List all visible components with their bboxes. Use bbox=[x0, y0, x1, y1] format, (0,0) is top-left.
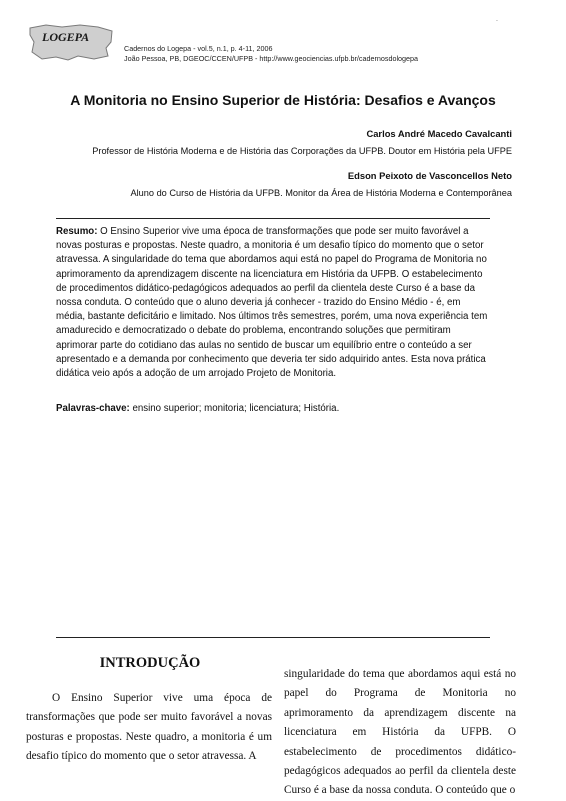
section-heading: INTRODUÇÃO bbox=[99, 655, 201, 671]
author-name: Edson Peixoto de Vasconcellos Neto bbox=[347, 170, 512, 181]
divider-bottom bbox=[56, 637, 490, 638]
journal-address-url: João Pessoa, PB, DGEOC/CCEN/UFPB - http://www.geociencias.ufpb.br/cadernosdologepa bbox=[124, 54, 419, 63]
corner-mark: . bbox=[496, 16, 498, 23]
body-column-right: singularidade do tema que abordamos aqui está no papel do Programa de Monitoria no aprimoramento da aprendizagem discente na licenciatura em História da UFPB. O estabelecimento de procedimentos didático-pedagógicos adequados ao perfil da clientela deste Curso é a base da nossa conduta. O conteúdo que o bbox=[284, 668, 516, 797]
abstract-label: Resumo: bbox=[56, 226, 98, 237]
abstract bbox=[56, 225, 492, 381]
author-affiliation: Professor de História Moderna e de História das Corporações da UFPB. Doutor em História pela UFPE bbox=[92, 146, 512, 156]
keywords-text: ensino superior; monitoria; licenciatura; História. bbox=[132, 403, 340, 414]
logo-text: LOGEPA bbox=[42, 30, 90, 44]
author-affiliation: Aluno do Curso de História da UFPB. Monitor da Área de História Moderna e Contemporânea bbox=[130, 188, 512, 198]
abstract-text: O Ensino Superior vive uma época de transformações que pode ser muito favorável a novas posturas e propostas. Neste quadro, a monitoria é um desafio típico do momento que o setor atravessa. A singularidade do tema que abordamos aqui está no papel do Programa de Monitoria no aprimoramento da aprendizagem discente na licenciatura em História da UFPB. O estabelecimento de procedimentos didático-pedagógicos adequados ao perfil da clientela deste Curso é a base da nossa conduta. O conteúdo que o aluno deveria já conhecer - trazido do Ensino Médio - é, em média, bastante deficitário e limitado. Nos últimos três semestres, porém, uma nova experiência tem amadurecido e democratizado o debate do problema, encontrando soluções que permitiram aprimorar parte do cotidiano das aulas no sentido de buscar um equilíbrio entre o conteúdo a ser apresentado e a demanda por conhecimento que deveria ter sido adquirido antes. Esta nova prática didática veio após a adoção de um arrojado Projeto de Monitoria. bbox=[56, 226, 488, 380]
keywords bbox=[56, 402, 492, 416]
keywords-label: Palavras-chave: bbox=[56, 403, 130, 414]
author-name: Carlos André Macedo Cavalcanti bbox=[366, 128, 512, 139]
body-column-left: O Ensino Superior vive uma época de transformações que pode ser muito favorável a novas posturas e propostas. Neste quadro, a monitoria é um desafio típico do momento que o setor atravessa. A bbox=[26, 692, 272, 763]
divider-top bbox=[56, 218, 490, 219]
journal-logo bbox=[28, 22, 114, 62]
journal-citation: Cadernos do Logepa - vol.5, n.1, p. 4-11, 2006 bbox=[124, 44, 273, 53]
paper-title: A Monitoria no Ensino Superior de História: Desafios e Avanços bbox=[70, 92, 496, 108]
